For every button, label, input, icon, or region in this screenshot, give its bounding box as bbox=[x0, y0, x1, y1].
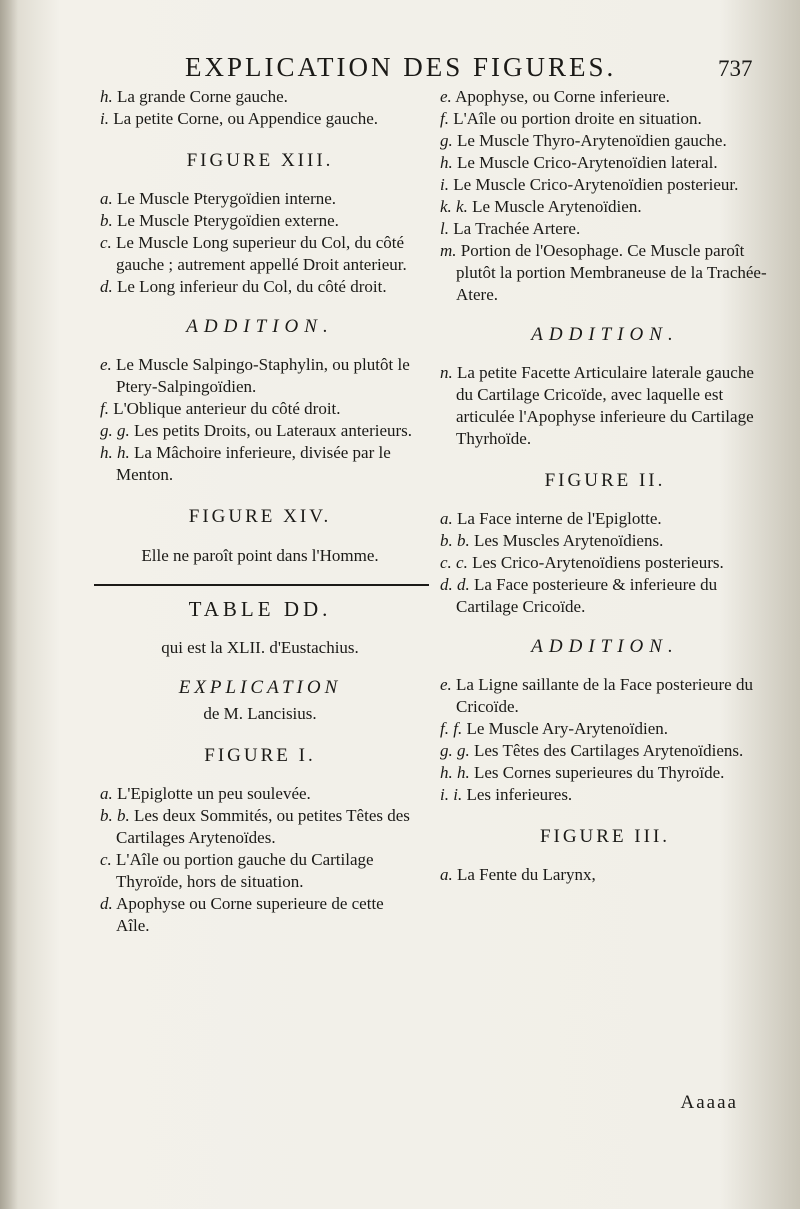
list-item: l. La Trachée Artere. bbox=[440, 219, 581, 238]
addition-heading: ADDITION. bbox=[531, 636, 679, 657]
right-column bbox=[440, 86, 770, 886]
list-item: b. Le Muscle Pterygoïdien externe. bbox=[100, 211, 339, 230]
list-item: a. L'Epiglotte un peu soulevée. bbox=[100, 784, 311, 803]
list-item: i. La petite Corne, ou Appendice gauche. bbox=[100, 109, 379, 128]
list-item: m. Portion de l'Oesophage. Ce Muscle paroît plutôt la portion Membraneuse de la Trachée-Atere. bbox=[440, 241, 767, 304]
list-item: g. Le Muscle Thyro-Arytenoïdien gauche. bbox=[440, 131, 727, 150]
list-item: b. b. Les deux Sommités, ou petites Têtes des Cartilages Arytenoïdes. bbox=[100, 806, 410, 847]
section-heading: FIGURE II. bbox=[544, 470, 666, 491]
list-item: d. d. La Face posterieure & inferieure du Cartilage Cricoïde. bbox=[440, 575, 718, 616]
list-item: f. L'Aîle ou portion droite en situation. bbox=[440, 109, 702, 128]
page-number: 737 bbox=[718, 56, 753, 81]
author-line: de M. Lancisius. bbox=[203, 704, 317, 723]
list-item: h. La grande Corne gauche. bbox=[100, 87, 288, 106]
paragraph: Elle ne paroît point dans l'Homme. bbox=[141, 546, 379, 565]
table-title: TABLE DD. bbox=[188, 597, 332, 621]
addition-heading: ADDITION. bbox=[186, 316, 334, 337]
list-item: k. k. Le Muscle Arytenoïdien. bbox=[440, 197, 642, 216]
list-item: d. Apophyse ou Corne superieure de cette Aîle. bbox=[100, 894, 384, 935]
list-item: b. b. Les Muscles Arytenoïdiens. bbox=[440, 531, 664, 550]
list-item: g. g. Les Têtes des Cartilages Arytenoïdiens. bbox=[440, 741, 744, 760]
list-item: e. La Ligne saillante de la Face posterieure du Cricoïde. bbox=[440, 675, 753, 716]
section-heading: FIGURE I. bbox=[204, 745, 316, 766]
explication-heading: EXPLICATION bbox=[178, 677, 342, 698]
left-column bbox=[100, 86, 420, 937]
divider bbox=[94, 584, 429, 586]
list-item: c. c. Les Crico-Arytenoïdiens posterieurs. bbox=[440, 553, 724, 572]
catchword: Aaaaa bbox=[680, 1092, 738, 1113]
list-item: f. L'Oblique anterieur du côté droit. bbox=[100, 399, 341, 418]
list-item: i. Le Muscle Crico-Arytenoïdien posterieur. bbox=[440, 175, 739, 194]
table-subtitle: qui est la XLII. d'Eustachius. bbox=[161, 638, 359, 657]
running-head: EXPLICATION DES FIGURES. bbox=[185, 52, 617, 82]
list-item: c. L'Aîle ou portion gauche du Cartilage Thyroïde, hors de situation. bbox=[100, 850, 374, 891]
list-item: c. Le Muscle Long superieur du Col, du côté gauche ; autrement appellé Droit anterieur. bbox=[100, 233, 407, 274]
section-heading: FIGURE XIV. bbox=[188, 506, 332, 527]
list-item: i. i. Les inferieures. bbox=[440, 785, 573, 804]
list-item: h. h. La Mâchoire inferieure, divisée par le Menton. bbox=[100, 443, 391, 484]
list-item: e. Apophyse, ou Corne inferieure. bbox=[440, 87, 670, 106]
gutter-shadow bbox=[0, 0, 18, 1209]
list-item: g. g. Les petits Droits, ou Lateraux anterieurs. bbox=[100, 421, 413, 440]
list-item: n. La petite Facette Articulaire laterale gauche du Cartilage Cricoïde, avec laquelle est articulée l'Apophyse inferieure du Cartilage Thyrhoïde. bbox=[440, 363, 754, 448]
list-item: a. Le Muscle Pterygoïdien interne. bbox=[100, 189, 337, 208]
section-heading: FIGURE XIII. bbox=[186, 150, 334, 171]
list-item: e. Le Muscle Salpingo-Staphylin, ou plutôt le Ptery-Salpingoïdien. bbox=[100, 355, 410, 396]
addition-heading: ADDITION. bbox=[531, 324, 679, 345]
list-item: f. f. Le Muscle Ary-Arytenoïdien. bbox=[440, 719, 669, 738]
section-heading: FIGURE III. bbox=[539, 826, 671, 847]
list-item: a. La Face interne de l'Epiglotte. bbox=[440, 509, 662, 528]
list-item: h. h. Les Cornes superieures du Thyroïde. bbox=[440, 763, 725, 782]
list-item: h. Le Muscle Crico-Arytenoïdien lateral. bbox=[440, 153, 718, 172]
list-item: a. La Fente du Larynx, bbox=[440, 865, 596, 884]
list-item: d. Le Long inferieur du Col, du côté droit. bbox=[100, 277, 387, 296]
